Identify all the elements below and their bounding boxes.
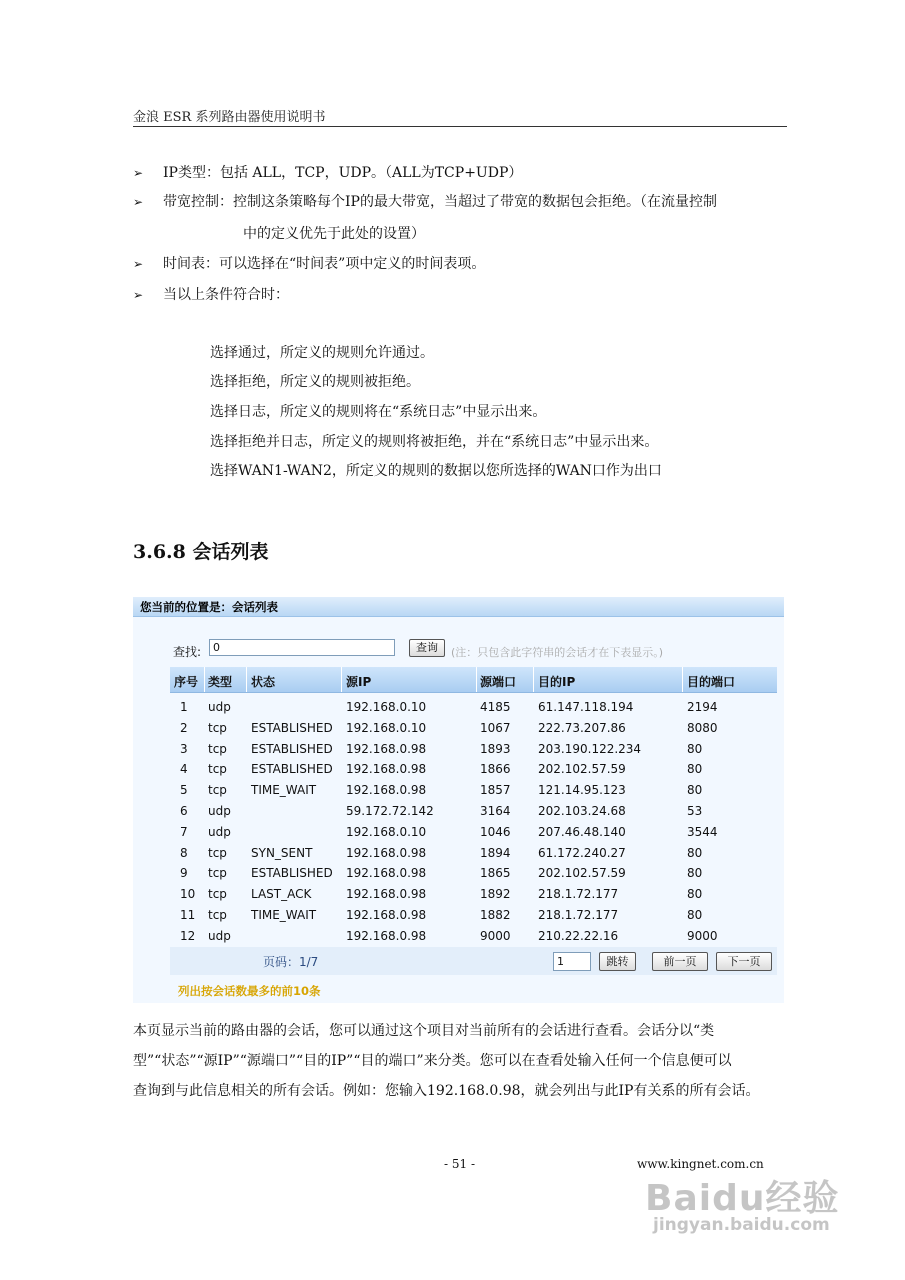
bullet-continuation: 中的定义优先于此处的设置） xyxy=(243,226,425,242)
column-header: 目的端口 xyxy=(687,675,736,689)
bullet-text: 时间表：可以选择在“时间表”项中定义的时间表项。 xyxy=(163,256,486,272)
table-cell: LAST_ACK xyxy=(251,887,312,902)
table-cell: 10 xyxy=(180,887,196,902)
pager xyxy=(170,947,777,975)
table-cell: tcp xyxy=(208,866,227,881)
table-row xyxy=(170,884,777,905)
section-title: 3.6.8 会话列表 xyxy=(133,541,269,563)
table-cell: tcp xyxy=(208,783,227,798)
arrow-bullet-icon: ➢ xyxy=(133,288,144,302)
table-row xyxy=(170,822,777,843)
column-divider xyxy=(533,667,534,692)
table-cell: 202.102.57.59 xyxy=(538,762,626,777)
table-cell: TIME_WAIT xyxy=(251,783,317,798)
paragraph-line: 查询到与此信息相关的所有会话。例如：您输入192.168.0.98，就会列出与此IP有关系的所有会话。 xyxy=(133,1083,760,1099)
table-cell: 80 xyxy=(687,741,703,756)
column-header: 源IP xyxy=(346,675,372,689)
column-divider xyxy=(341,667,342,692)
table-cell: 59.172.72.142 xyxy=(346,803,434,818)
table-cell: tcp xyxy=(208,720,227,735)
table-cell: 9000 xyxy=(480,928,511,943)
table-cell: 12 xyxy=(180,928,196,943)
table-cell: 2 xyxy=(180,720,188,735)
search-label: 查找: xyxy=(173,645,202,659)
table-cell: 61.172.240.27 xyxy=(538,845,626,860)
table-cell: ESTABLISHED xyxy=(251,762,333,777)
table-cell: 1892 xyxy=(480,887,511,902)
header-rule xyxy=(133,126,787,127)
website-url: www.kingnet.com.cn xyxy=(637,1157,764,1171)
watermark-url: jingyan.baidu.com xyxy=(653,1215,830,1235)
table-cell: 192.168.0.98 xyxy=(346,866,427,881)
table-cell: 202.103.24.68 xyxy=(538,803,626,818)
column-divider xyxy=(246,667,247,692)
table-row xyxy=(170,801,777,822)
next-page-button[interactable]: 下一页 xyxy=(716,952,772,971)
bullet-text: IP类型：包括 ALL，TCP，UDP。（ALL为TCP+UDP） xyxy=(163,165,523,181)
table-cell: 207.46.48.140 xyxy=(538,824,626,839)
table-cell: 202.102.57.59 xyxy=(538,866,626,881)
bullet-text: 带宽控制：控制这条策略每个IP的最大带宽，当超过了带宽的数据包会拒绝。（在流量控制 xyxy=(163,194,717,210)
table-cell: TIME_WAIT xyxy=(251,907,317,922)
option-line: 选择拒绝，所定义的规则被拒绝。 xyxy=(210,374,420,390)
table-cell: 1857 xyxy=(480,783,511,798)
table-row xyxy=(170,739,777,760)
table-cell: 53 xyxy=(687,803,703,818)
table-cell: 80 xyxy=(687,887,703,902)
table-cell: 192.168.0.98 xyxy=(346,783,427,798)
column-header: 源端口 xyxy=(480,675,517,689)
location-text: 您当前的位置是：会话列表 xyxy=(140,600,278,614)
table-cell: ESTABLISHED xyxy=(251,866,333,881)
table-cell: 8 xyxy=(180,845,188,860)
table-cell: 192.168.0.98 xyxy=(346,907,427,922)
column-divider xyxy=(204,667,205,692)
arrow-bullet-icon: ➢ xyxy=(133,195,144,209)
session-table xyxy=(170,697,777,947)
table-row xyxy=(170,718,777,739)
table-cell: 1046 xyxy=(480,824,511,839)
search-note: (注：只包含此字符串的会话才在下表显示。) xyxy=(451,646,664,659)
table-cell: 192.168.0.10 xyxy=(346,700,427,714)
table-cell: tcp xyxy=(208,887,227,902)
table-row xyxy=(170,759,777,780)
table-cell: 121.14.95.123 xyxy=(538,783,626,798)
table-row xyxy=(170,843,777,864)
paragraph-line: 型”“状态”“源IP”“源端口”“目的IP”“目的端口”来分类。您可以在查看处输入任何一个信息便可以 xyxy=(133,1053,732,1069)
jump-button[interactable]: 跳转 xyxy=(599,952,636,971)
table-cell: ESTABLISHED xyxy=(251,720,333,735)
watermark-logo: Baidu经验 xyxy=(645,1178,840,1219)
table-cell: 80 xyxy=(687,866,703,881)
table-cell: 203.190.122.234 xyxy=(538,741,642,756)
table-cell: 1893 xyxy=(480,741,511,756)
table-cell: 80 xyxy=(687,762,703,777)
option-line: 选择WAN1-WAN2，所定义的规则的数据以您所选择的WAN口作为出口 xyxy=(210,463,662,479)
page-number-input[interactable]: 1 xyxy=(553,952,591,971)
arrow-bullet-icon: ➢ xyxy=(133,257,144,271)
table-cell: 192.168.0.10 xyxy=(346,720,427,735)
table-cell: 192.168.0.10 xyxy=(346,824,427,839)
table-cell: 11 xyxy=(180,907,196,922)
table-cell: 192.168.0.98 xyxy=(346,762,427,777)
table-cell: 192.168.0.98 xyxy=(346,845,427,860)
table-cell: 1882 xyxy=(480,907,511,922)
table-header xyxy=(170,667,777,693)
top-sessions-note: 列出按会话数最多的前10条 xyxy=(178,984,321,998)
column-divider xyxy=(682,667,683,692)
table-cell: 8080 xyxy=(687,720,718,735)
column-header: 目的IP xyxy=(538,675,576,689)
table-cell: tcp xyxy=(208,741,227,756)
table-cell: udp xyxy=(208,700,231,714)
table-cell: 192.168.0.98 xyxy=(346,928,427,943)
table-cell: 3 xyxy=(180,741,188,756)
table-cell: 80 xyxy=(687,907,703,922)
option-line: 选择拒绝并日志，所定义的规则将被拒绝，并在“系统日志”中显示出来。 xyxy=(210,434,659,450)
panel-body xyxy=(133,617,784,1003)
location-bar xyxy=(133,597,784,617)
table-cell: 3544 xyxy=(687,824,718,839)
table-cell: 218.1.72.177 xyxy=(538,887,619,902)
bullet-text: 当以上条件符合时： xyxy=(163,287,289,303)
column-divider xyxy=(476,667,477,692)
table-cell: 210.22.22.16 xyxy=(538,928,619,943)
arrow-bullet-icon: ➢ xyxy=(133,166,144,180)
document-header: 金浪 ESR 系列路由器使用说明书 xyxy=(133,110,326,125)
table-cell: 80 xyxy=(687,845,703,860)
table-cell: 4 xyxy=(180,762,188,777)
table-cell: 4185 xyxy=(480,700,511,714)
table-cell: tcp xyxy=(208,845,227,860)
table-row xyxy=(170,863,777,884)
table-cell: 1866 xyxy=(480,762,511,777)
page-number: - 51 - xyxy=(444,1157,476,1171)
table-cell: 222.73.207.86 xyxy=(538,720,626,735)
table-cell: 61.147.118.194 xyxy=(538,700,634,714)
search-button[interactable]: 查询 xyxy=(409,639,445,657)
search-input[interactable]: 0 xyxy=(209,639,395,656)
column-header: 状态 xyxy=(251,675,276,689)
table-cell: tcp xyxy=(208,762,227,777)
table-cell: 7 xyxy=(180,824,188,839)
option-line: 选择通过，所定义的规则允许通过。 xyxy=(210,345,434,361)
table-cell: 1894 xyxy=(480,845,511,860)
table-cell: 5 xyxy=(180,783,188,798)
table-row xyxy=(170,926,777,947)
table-cell: SYN_SENT xyxy=(251,845,313,860)
table-cell: udp xyxy=(208,928,231,943)
paragraph-line: 本页显示当前的路由器的会话，您可以通过这个项目对当前所有的会话进行查看。会话分以“类 xyxy=(133,1023,715,1039)
table-row xyxy=(170,780,777,801)
prev-page-button[interactable]: 前一页 xyxy=(652,952,708,971)
option-line: 选择日志，所定义的规则将在“系统日志”中显示出来。 xyxy=(210,404,547,420)
table-row xyxy=(170,697,777,718)
table-cell: udp xyxy=(208,824,231,839)
table-cell: 3164 xyxy=(480,803,511,818)
table-cell: 1067 xyxy=(480,720,511,735)
column-header: 类型 xyxy=(208,675,233,689)
table-cell: udp xyxy=(208,803,231,818)
table-cell: 6 xyxy=(180,803,188,818)
table-cell: 9 xyxy=(180,866,188,881)
page-indicator: 页码：1/7 xyxy=(263,955,319,969)
table-cell: 9000 xyxy=(687,928,718,943)
table-row xyxy=(170,905,777,926)
session-list-panel xyxy=(133,597,784,1003)
table-cell: 218.1.72.177 xyxy=(538,907,619,922)
table-cell: 192.168.0.98 xyxy=(346,741,427,756)
table-cell: ESTABLISHED xyxy=(251,741,333,756)
table-cell: 1 xyxy=(180,700,188,714)
table-cell: 80 xyxy=(687,783,703,798)
table-cell: 1865 xyxy=(480,866,511,881)
table-cell: 192.168.0.98 xyxy=(346,887,427,902)
table-cell: 2194 xyxy=(687,700,718,714)
column-header: 序号 xyxy=(174,675,199,689)
table-cell: tcp xyxy=(208,907,227,922)
